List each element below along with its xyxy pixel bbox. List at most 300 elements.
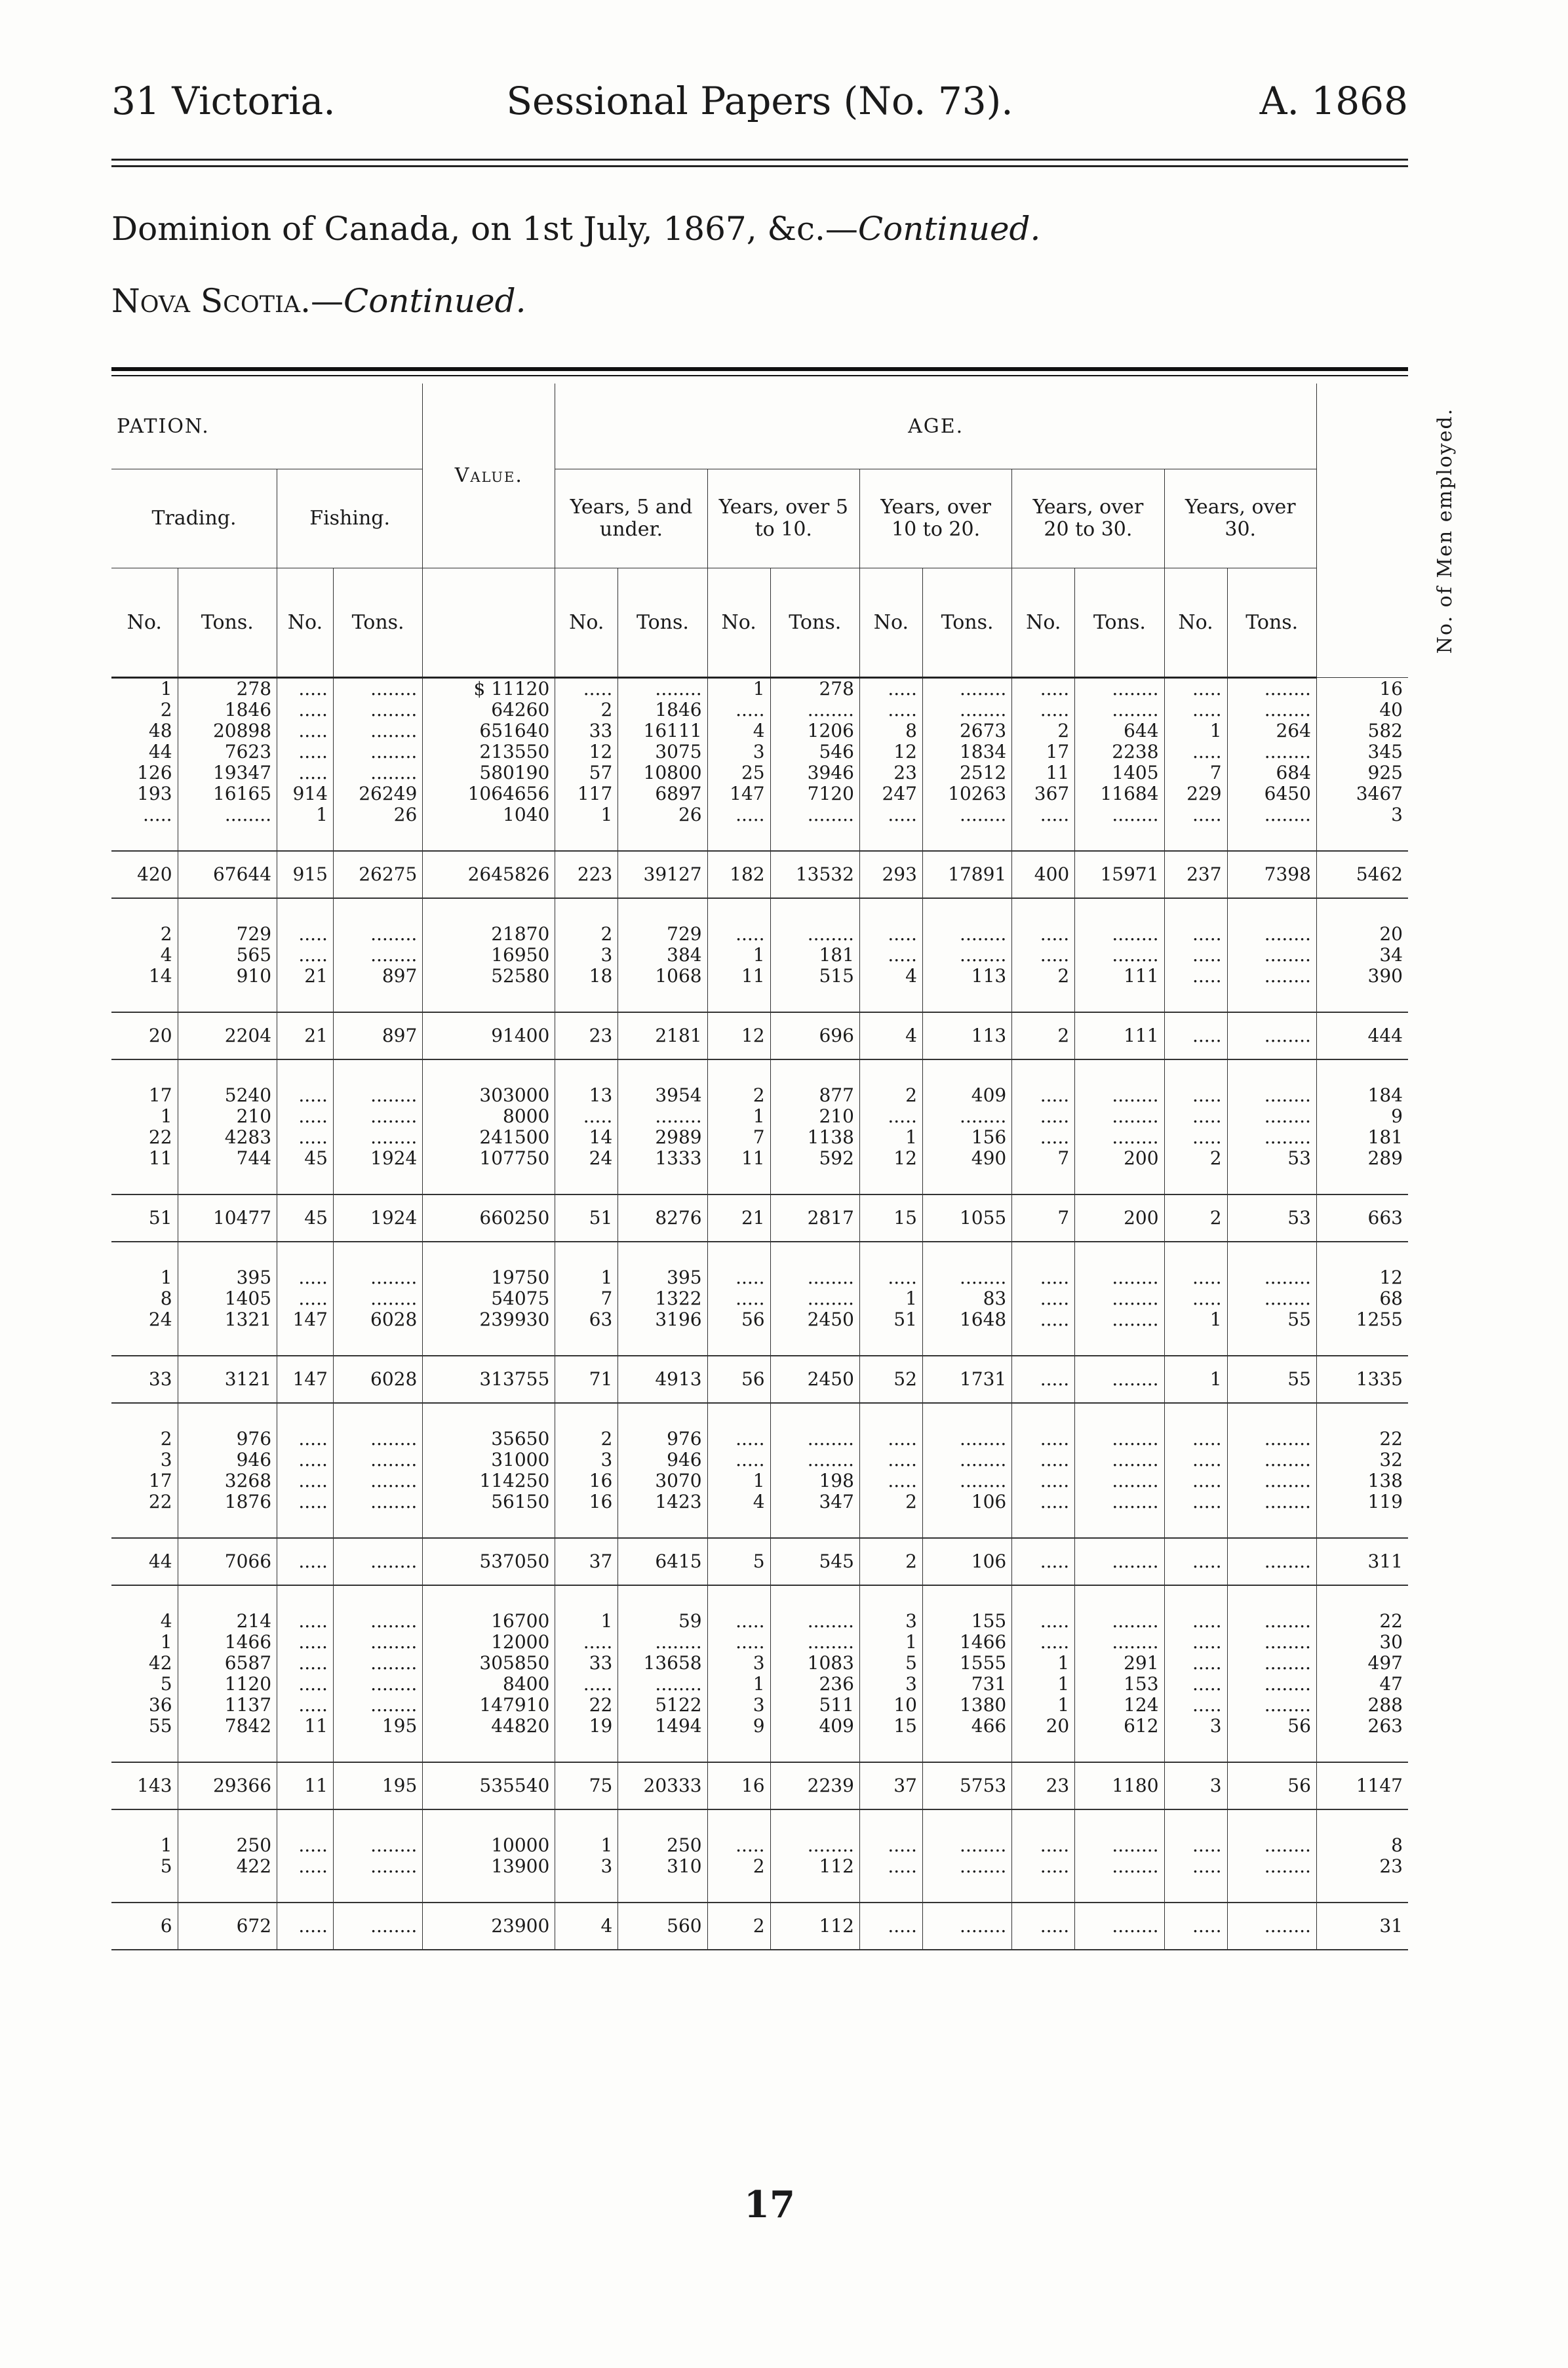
spacer-cell [859,1585,922,1611]
table-cell: 644 [1075,720,1164,741]
table-cell: ..... [707,1288,770,1309]
table-cell: 200 [1075,1194,1164,1242]
table-row [111,1450,1408,1470]
table-row [111,1148,1408,1169]
table-cell: 1555 [922,1653,1011,1674]
table-cell: 1255 [1316,1309,1408,1330]
spacer-cell [1164,1169,1227,1194]
statistics-table [111,384,1457,1950]
table-cell: 111 [1075,1012,1164,1059]
spacer-cell [1316,1809,1408,1835]
table-cell: 2181 [618,1012,707,1059]
spacer-cell [770,1809,859,1835]
spacer-cell [111,1512,178,1538]
table-cell: 1 [1164,1356,1227,1403]
table-cell: ..... [707,1835,770,1856]
table-cell: 2673 [922,720,1011,741]
value-header: Value. [423,384,555,568]
table-cell: ........ [1227,1429,1316,1450]
table-cell: ........ [1227,1856,1316,1877]
table-cell: 32 [1316,1450,1408,1470]
table-cell: 5753 [922,1762,1011,1809]
table-cell: ..... [1164,1288,1227,1309]
table-cell: 9 [707,1716,770,1737]
spacer-cell [1164,1809,1227,1835]
table-cell: 36 [148,1694,172,1716]
spacer-cell [178,1877,277,1903]
table-cell: ........ [1227,1903,1316,1950]
table-cell: 2 [1012,966,1075,987]
table-cell: ........ [1075,924,1164,945]
table-cell: 112 [770,1903,859,1950]
age-5-10-header: Years, over 5 to 10. [707,469,859,568]
table-cell: 1405 [1075,762,1164,783]
table-cell: 3121 [178,1356,277,1403]
spacer-cell [423,1169,555,1194]
table-cell: 19347 [178,762,277,783]
table-cell: 2 [707,1856,770,1877]
spacer-cell [178,1059,277,1085]
table-cell: 1 [1012,1695,1075,1716]
table-cell: 263 [1316,1716,1408,1737]
spacer-cell [922,1403,1011,1429]
group-spacer [111,1585,1408,1611]
table-cell: ........ [922,1450,1011,1470]
table-row [111,783,1408,804]
table-cell: 11684 [1075,783,1164,804]
table-cell: 12 [1316,1267,1408,1288]
spacer-cell [111,1330,178,1356]
spacer-cell [770,1585,859,1611]
table-cell: 5 [160,1673,172,1695]
table-cell: ........ [770,1288,859,1309]
table-title [111,210,1040,248]
table-cell: ..... [1164,1653,1227,1674]
spacer-cell [555,1737,618,1762]
table-cell: 1 [859,1288,922,1309]
table-cell: 23 [1316,1856,1408,1877]
table-cell: ..... [1164,1695,1227,1716]
spacer-cell [1075,898,1164,924]
spacer-cell [922,1512,1011,1538]
table-cell: 1335 [1316,1356,1408,1403]
table-cell: 4 [707,720,770,741]
total-row [111,1012,1408,1059]
spacer-cell [333,987,422,1012]
table-cell: 1322 [618,1288,707,1309]
table-cell: 12 [707,1012,770,1059]
table-cell: 111 [1075,966,1164,987]
spacer-cell [859,1330,922,1356]
table-cell: 684 [1227,762,1316,783]
table-cell: 1 [707,945,770,966]
spacer-cell [618,1330,707,1356]
spacer-cell [922,1809,1011,1835]
table-cell: 1 [707,1674,770,1695]
title-continued: Continued. [857,210,1041,248]
table-cell: ..... [277,1288,334,1309]
table-cell: 59 [618,1611,707,1632]
spacer-cell [707,987,770,1012]
table-cell: 55 [1227,1356,1316,1403]
table-cell: 897 [333,966,422,987]
table-cell: 24 [148,1309,172,1330]
spacer-cell [333,825,422,851]
table-cell: 1876 [178,1491,277,1512]
table-cell: 30 [1316,1632,1408,1653]
fishing-header: Fishing. [277,469,423,568]
spacer-cell [859,825,922,851]
table-cell: 55 [1227,1309,1316,1330]
table-cell: ........ [770,1429,859,1450]
page-number: 17 [744,2183,795,2226]
table-cell: 11 [1012,762,1075,783]
spacer-cell [922,1059,1011,1085]
table-cell: ..... [1164,741,1227,762]
table-cell: 20 [1012,1716,1075,1737]
table-cell: 26275 [333,851,422,898]
table-cell: ..... [1012,1611,1075,1632]
spacer-cell [423,1585,555,1611]
table-row [111,741,1408,762]
table-cell: ........ [1227,678,1316,700]
age-5-under-no-header: No. [555,568,618,678]
table-cell: 5 [859,1653,922,1674]
table-cell: 2 [1164,1148,1227,1169]
table-cell: ..... [555,1106,618,1127]
table-cell: ........ [333,945,422,966]
table-cell: 2989 [618,1127,707,1148]
table-cell: 91400 [423,1012,555,1059]
table-row [111,1085,1408,1106]
table-cell: 12 [859,741,922,762]
table-cell: ..... [277,945,334,966]
spacer-cell [707,1059,770,1085]
table-cell: 2 [555,924,618,945]
table-cell: ..... [1012,700,1075,720]
table-cell: 535540 [423,1762,555,1809]
table-cell: 143 [111,1762,178,1809]
spacer-cell [618,1585,707,1611]
table-cell: ..... [1164,1012,1227,1059]
table-cell: 293 [859,851,922,898]
table-cell: 3075 [618,741,707,762]
spacer-cell [333,1585,422,1611]
table-cell: 34 [1316,945,1408,966]
table-cell: 20898 [178,720,277,741]
table-cell: ........ [1227,945,1316,966]
table-cell: 56 [707,1356,770,1403]
table-cell: ..... [1164,1127,1227,1148]
spacer-cell [1227,1585,1316,1611]
spacer-cell [1164,1059,1227,1085]
table-cell: ..... [277,924,334,945]
table-row [111,804,1408,825]
table-cell: 5 [160,1855,172,1877]
spacer-cell [333,1809,422,1835]
table-cell: ........ [1075,1903,1164,1950]
spacer-cell [178,1737,277,1762]
table-cell: 1 [160,678,172,700]
table-cell: ..... [1012,1856,1075,1877]
table-cell: ..... [859,1835,922,1856]
table-cell: 21870 [423,924,555,945]
spacer-cell [111,1242,178,1267]
table-cell: 54075 [423,1288,555,1309]
spacer-cell [618,1059,707,1085]
table-cell: ........ [1075,1309,1164,1330]
table-cell: 47 [1316,1674,1408,1695]
table-cell: 55 [148,1715,172,1737]
table-cell: 22 [148,1491,172,1512]
table-cell: ........ [1227,1695,1316,1716]
spacer-cell [423,898,555,924]
table-cell: 2 [160,1428,172,1450]
spacer-cell [423,1330,555,1356]
table-cell: 16 [555,1491,618,1512]
spacer-cell [1012,1059,1075,1085]
total-row [111,1762,1408,1809]
table-cell: 2512 [922,762,1011,783]
spacer-cell [1075,1877,1164,1903]
table-cell: 3 [707,741,770,762]
spacer-cell [770,1877,859,1903]
spacer-cell [1012,1809,1075,1835]
table-cell: ..... [277,1106,334,1127]
table-cell: 466 [922,1716,1011,1737]
spacer-cell [1164,1403,1227,1429]
table-cell: 2 [859,1491,922,1512]
table-cell: ........ [1075,1267,1164,1288]
table-cell: 6587 [178,1653,277,1674]
table-cell: 241500 [423,1127,555,1148]
spacer-cell [1012,1585,1075,1611]
spacer-cell [1012,825,1075,851]
spacer-cell [423,825,555,851]
spacer-cell [277,1512,334,1538]
table-cell: 4 [859,1012,922,1059]
table-cell: 119 [1316,1491,1408,1512]
table-cell: 2 [1012,720,1075,741]
table-row [111,1674,1408,1695]
table-cell: 582 [1316,720,1408,741]
table-cell: 17 [148,1084,172,1106]
spacer-cell [618,898,707,924]
table-cell: ..... [1012,1288,1075,1309]
spacer-cell [1164,898,1227,924]
spacer-cell [111,1059,178,1085]
table-cell: ..... [1164,945,1227,966]
spacer-cell [1316,1585,1408,1611]
table-cell: 511 [770,1695,859,1716]
table-cell: 20 [1316,924,1408,945]
table-cell: ........ [1227,1127,1316,1148]
trading-header: Trading. [111,469,277,568]
table-cell: ........ [1227,1611,1316,1632]
spacer-cell [1227,1512,1316,1538]
spacer-cell [178,898,277,924]
spacer-cell [555,1330,618,1356]
table-cell: 13658 [618,1653,707,1674]
table-cell: ........ [1075,1127,1164,1148]
table-cell: ........ [1075,1491,1164,1512]
table-row [111,1470,1408,1491]
table-cell: 4 [707,1491,770,1512]
table-cell: ..... [707,804,770,825]
table-cell: 914 [277,783,334,804]
spacer-cell [618,1809,707,1835]
table-cell: ..... [859,1267,922,1288]
table-cell: 612 [1075,1716,1164,1737]
spacer-cell [277,987,334,1012]
table-cell: 8276 [618,1194,707,1242]
spacer-cell [707,1877,770,1903]
table-cell: ..... [1164,1470,1227,1491]
table-cell: 44 [111,1538,178,1585]
table-cell: 347 [770,1491,859,1512]
table-cell: 7 [1012,1148,1075,1169]
spacer-cell [178,1330,277,1356]
table-cell: ..... [1164,1085,1227,1106]
table-cell: 409 [922,1085,1011,1106]
table-cell: ..... [859,1450,922,1470]
fishing-no-header: No. [277,568,334,678]
spacer-cell [1227,987,1316,1012]
spacer-cell [859,1403,922,1429]
spacer-cell [1227,1059,1316,1085]
table-cell: 1380 [922,1695,1011,1716]
spacer-cell [1012,1330,1075,1356]
table-cell: 1405 [178,1288,277,1309]
total-row [111,1194,1408,1242]
table-cell: 155 [922,1611,1011,1632]
table-cell: 31000 [423,1450,555,1470]
table-row [111,1106,1408,1127]
spacer-cell [922,1877,1011,1903]
spacer-cell [555,825,618,851]
table-cell: 7120 [770,783,859,804]
spacer-cell [922,1242,1011,1267]
spacer-cell [770,1737,859,1762]
table-cell: ........ [1075,1835,1164,1856]
table-cell: 651640 [423,720,555,741]
spacer-cell [178,1809,277,1835]
table-cell: ..... [1012,1085,1075,1106]
table-cell: 106 [922,1491,1011,1512]
table-row [111,966,1408,987]
table-cell: ........ [1227,1267,1316,1288]
table-cell: 68 [1316,1288,1408,1309]
spacer-cell [859,1809,922,1835]
spacer-cell [1012,987,1075,1012]
table-cell: 1 [859,1632,922,1653]
age-5-10-no-header: No. [707,568,770,678]
table-cell: 52 [859,1356,922,1403]
spacer-cell [618,1877,707,1903]
table-cell: ........ [1075,1856,1164,1877]
table-cell: ..... [277,1856,334,1877]
table-cell: 19 [555,1716,618,1737]
table-cell: 1068 [618,966,707,987]
table-cell: 1924 [333,1148,422,1169]
table-cell: 23 [859,762,922,783]
table-row [111,1611,1408,1632]
table-cell: 71 [555,1356,618,1403]
table-cell: 19750 [423,1267,555,1288]
age-over-30-no-header: No. [1164,568,1227,678]
table-cell: 184 [1316,1085,1408,1106]
spacer-cell [555,1585,618,1611]
table-row [111,1127,1408,1148]
spacer-cell [859,1059,922,1085]
spacer-cell [555,1877,618,1903]
table-row [111,1835,1408,1856]
table-cell: 660250 [423,1194,555,1242]
spacer-cell [111,1169,178,1194]
table-cell: 1138 [770,1127,859,1148]
table-cell: 16165 [178,783,277,804]
table-cell: 3 [707,1653,770,1674]
spacer-cell [618,987,707,1012]
table-cell: 13 [555,1085,618,1106]
table-cell: 2 [160,699,172,720]
spacer-cell [178,987,277,1012]
spacer-cell [770,1512,859,1538]
table-cell: 546 [770,741,859,762]
group-header-pation: PATION. [111,384,423,469]
spacer-cell [111,1809,178,1835]
title-main: Dominion of Canada, on 1st July, 1867, &c.— [111,210,858,248]
group-spacer [111,1059,1408,1085]
spacer-cell [423,1809,555,1835]
table-cell: 33 [111,1356,178,1403]
table-cell: 51 [111,1194,178,1242]
table-cell: 126 [137,762,172,783]
spacer-cell [1012,898,1075,924]
table-cell: 3 [1316,804,1408,825]
spacer-cell [277,1403,334,1429]
spacer-cell [859,1737,922,1762]
table-cell: 2 [859,1538,922,1585]
table-cell: ..... [1012,1450,1075,1470]
table-cell: 12 [555,741,618,762]
spacer-cell [922,1330,1011,1356]
table-cell: 48 [148,720,172,741]
table-row [111,1288,1408,1309]
spacer-cell [423,1242,555,1267]
table-cell: 1924 [333,1194,422,1242]
table-cell: ........ [1227,966,1316,987]
spacer-cell [859,1242,922,1267]
table-row [111,1491,1408,1512]
table-cell: ........ [333,1903,422,1950]
table-cell: ........ [1075,1288,1164,1309]
spacer-cell [277,1330,334,1356]
spacer-cell [423,987,555,1012]
spacer-cell [1075,1512,1164,1538]
spacer-cell [333,898,422,924]
spacer-cell [111,1585,178,1611]
spacer-cell [277,1169,334,1194]
table-cell: 731 [922,1674,1011,1695]
table-cell: 2 [707,1903,770,1950]
table-cell: 239930 [423,1309,555,1330]
table-cell: ..... [277,1267,334,1288]
pre-total-spacer [111,987,1408,1012]
table-cell: 367 [1012,783,1075,804]
table-cell: 22 [148,1126,172,1148]
table-cell: 7066 [178,1538,277,1585]
